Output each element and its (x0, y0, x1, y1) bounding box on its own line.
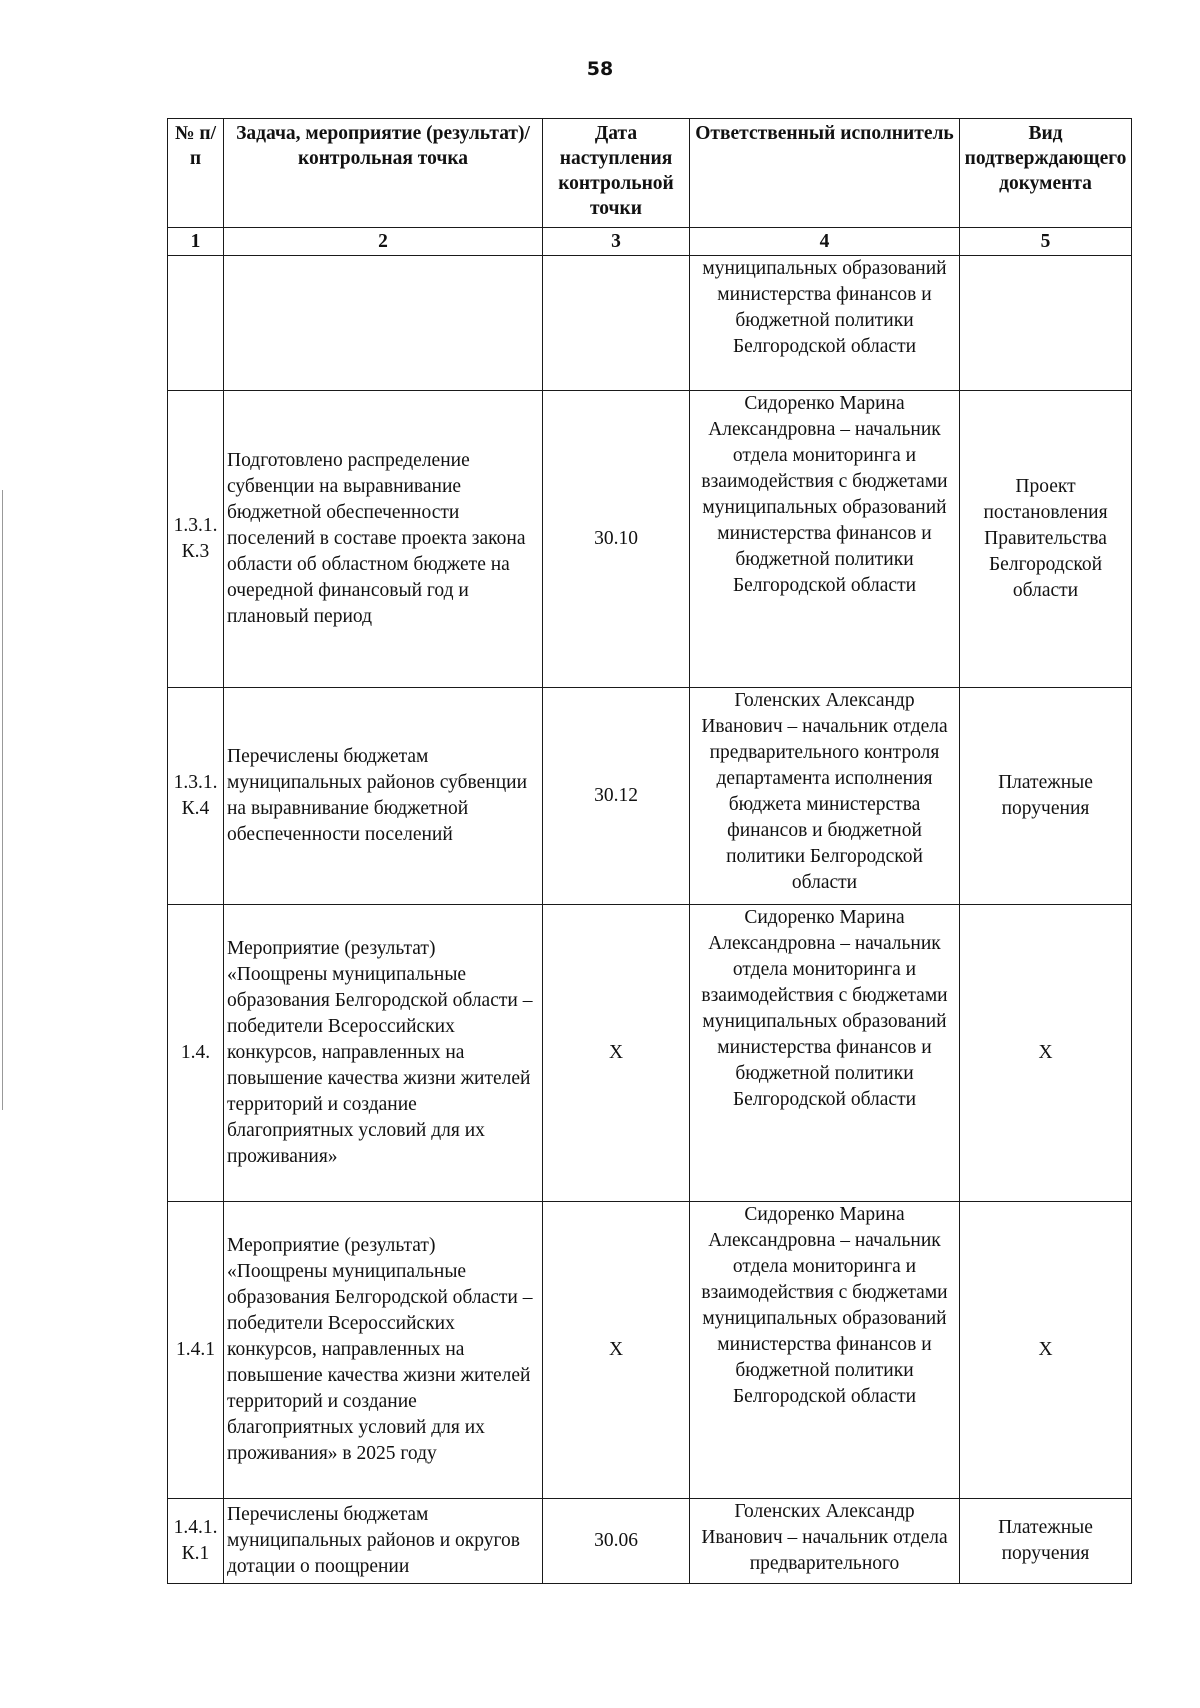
scan-edge-line (2, 490, 3, 1110)
row-document: X (960, 1202, 1132, 1499)
column-number: 1 (168, 228, 224, 256)
row-document: Проект постановления Правительства Белгородской области (960, 391, 1132, 688)
table-row (168, 256, 1132, 391)
row-task: Подготовлено распределение субвенции на выравнивание бюджетной обеспеченности поселений в составе проекта закона области об областном бюджете на очередной финансовый год и плановый период (224, 391, 543, 688)
row-responsible: Голенских Александр Иванович – начальник отдела предварительного (690, 1499, 960, 1584)
row-date: 30.06 (543, 1499, 690, 1584)
column-number: 2 (224, 228, 543, 256)
header-number: № п/п (168, 119, 224, 228)
row-number: 1.3.1. К.4 (168, 688, 224, 905)
row-date: 30.10 (543, 391, 690, 688)
row-document: X (960, 905, 1132, 1202)
row-number (168, 256, 224, 391)
row-number: 1.4. (168, 905, 224, 1202)
row-number: 1.4.1. К.1 (168, 1499, 224, 1584)
row-date: X (543, 905, 690, 1202)
row-task: Перечислены бюджетам муниципальных районов и округов дотации о поощрении (224, 1499, 543, 1584)
table-header-row (168, 119, 1132, 228)
row-task (224, 256, 543, 391)
header-date: Дата наступления контрольной точки (543, 119, 690, 228)
row-document: Платежные поручения (960, 1499, 1132, 1584)
row-document (960, 256, 1132, 391)
row-responsible: Сидоренко Марина Александровна – начальник отдела мониторинга и взаимодействия с бюджетами муниципальных образований министерства финансов и бюджетной политики Белгородской области (690, 1202, 960, 1499)
table-row (168, 905, 1132, 1202)
table-row (168, 1202, 1132, 1499)
table-row (168, 688, 1132, 905)
column-number-row (168, 228, 1132, 256)
header-task: Задача, мероприятие (результат)/контрольная точка (224, 119, 543, 228)
column-number: 4 (690, 228, 960, 256)
table-row (168, 391, 1132, 688)
row-number: 1.3.1. К.3 (168, 391, 224, 688)
header-responsible: Ответственный исполнитель (690, 119, 960, 228)
row-number: 1.4.1 (168, 1202, 224, 1499)
row-task: Мероприятие (результат) «Поощрены муниципальные образования Белгородской области – победители Всероссийских конкурсов, направленных на повышение качества жизни жителей территорий и создание благоприятных условий для их проживания» в 2025 году (224, 1202, 543, 1499)
table-row (168, 1499, 1132, 1584)
row-responsible: муниципальных образований министерства финансов и бюджетной политики Белгородской области (690, 256, 960, 391)
column-number: 5 (960, 228, 1132, 256)
row-responsible: Голенских Александр Иванович – начальник отдела предварительного контроля департамента исполнения бюджета министерства финансов и бюджетной политики Белгородской области (690, 688, 960, 905)
row-task: Мероприятие (результат) «Поощрены муниципальные образования Белгородской области – победители Всероссийских конкурсов, направленных на повышение качества жизни жителей территорий и создание благоприятных условий для их проживания» (224, 905, 543, 1202)
column-number: 3 (543, 228, 690, 256)
header-document: Вид подтверждающего документа (960, 119, 1132, 228)
row-date (543, 256, 690, 391)
row-date: 30.12 (543, 688, 690, 905)
row-document: Платежные поручения (960, 688, 1132, 905)
row-date: X (543, 1202, 690, 1499)
row-task: Перечислены бюджетам муниципальных районов субвенции на выравнивание бюджетной обеспеченности поселений (224, 688, 543, 905)
row-responsible: Сидоренко Марина Александровна – начальник отдела мониторинга и взаимодействия с бюджетами муниципальных образований министерства финансов и бюджетной политики Белгородской области (690, 905, 960, 1202)
page-number: 58 (586, 58, 614, 80)
control-points-table (167, 118, 1132, 1584)
row-responsible: Сидоренко Марина Александровна – начальник отдела мониторинга и взаимодействия с бюджетами муниципальных образований министерства финансов и бюджетной политики Белгородской области (690, 391, 960, 688)
